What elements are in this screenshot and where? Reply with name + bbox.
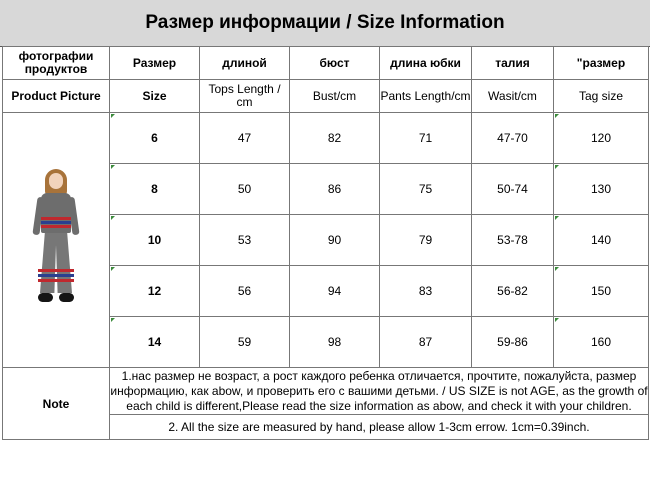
header-size-ru: Размер	[110, 47, 200, 80]
header-tops-en: Tops Length / cm	[200, 80, 290, 113]
bust-cell: 82	[290, 113, 380, 164]
note-label: Note	[3, 368, 110, 440]
waist-cell: 53-78	[472, 215, 554, 266]
tops-length-cell: 47	[200, 113, 290, 164]
header-pants-ru: длина юбки	[380, 47, 472, 80]
header-row-ru	[3, 47, 649, 80]
size-cell: 12	[110, 266, 200, 317]
table-row	[3, 113, 649, 164]
pants-length-cell: 71	[380, 113, 472, 164]
tops-length-cell: 56	[200, 266, 290, 317]
header-picture-en: Product Picture	[3, 80, 110, 113]
header-bust-en: Bust/cm	[290, 80, 380, 113]
header-tag-ru: "размер	[554, 47, 649, 80]
size-cell: 14	[110, 317, 200, 368]
size-table	[2, 46, 649, 440]
size-cell: 6	[110, 113, 200, 164]
pants-length-cell: 83	[380, 266, 472, 317]
header-pants-en: Pants Length/cm	[380, 80, 472, 113]
header-row-en	[3, 80, 649, 113]
waist-cell: 50-74	[472, 164, 554, 215]
waist-cell: 47-70	[472, 113, 554, 164]
header-waist-en: Wasit/cm	[472, 80, 554, 113]
pants-length-cell: 79	[380, 215, 472, 266]
waist-cell: 56-82	[472, 266, 554, 317]
bust-cell: 94	[290, 266, 380, 317]
tag-size-cell: 120	[554, 113, 649, 164]
bust-cell: 98	[290, 317, 380, 368]
tag-size-cell: 160	[554, 317, 649, 368]
header-bust-ru: бюст	[290, 47, 380, 80]
header-picture-ru: фотографии продуктов	[3, 47, 110, 80]
bust-cell: 86	[290, 164, 380, 215]
pants-length-cell: 87	[380, 317, 472, 368]
note-line-1: 1.нас размер не возраст, а рост каждого ребенка отличается, прочтите, пожалуйста, размер информацию, как abow, и проверить его с вашими детьми. / US SIZE is not AGE, as the growth of each child is different,Please read the size information as abow, and check it with your children.	[110, 368, 648, 413]
note-line-2: 2. All the size are measured by hand, please allow 1-3cm errow. 1cm=0.39inch.	[110, 415, 649, 440]
pants-length-cell: 75	[380, 164, 472, 215]
header-waist-ru: талия	[472, 47, 554, 80]
tag-size-cell: 130	[554, 164, 649, 215]
header-tag-en: Tag size	[554, 80, 649, 113]
tag-size-cell: 140	[554, 215, 649, 266]
product-photo	[26, 165, 86, 315]
note-row	[3, 368, 649, 415]
waist-cell: 59-86	[472, 317, 554, 368]
header-size-en: Size	[110, 80, 200, 113]
chart-title: Размер информации / Size Information	[0, 0, 650, 47]
size-cell: 8	[110, 164, 200, 215]
tag-size-cell: 150	[554, 266, 649, 317]
tops-length-cell: 53	[200, 215, 290, 266]
bust-cell: 90	[290, 215, 380, 266]
size-cell: 10	[110, 215, 200, 266]
tops-length-cell: 50	[200, 164, 290, 215]
product-picture-cell	[3, 113, 110, 368]
tops-length-cell: 59	[200, 317, 290, 368]
header-tops-ru: длиной	[200, 47, 290, 80]
